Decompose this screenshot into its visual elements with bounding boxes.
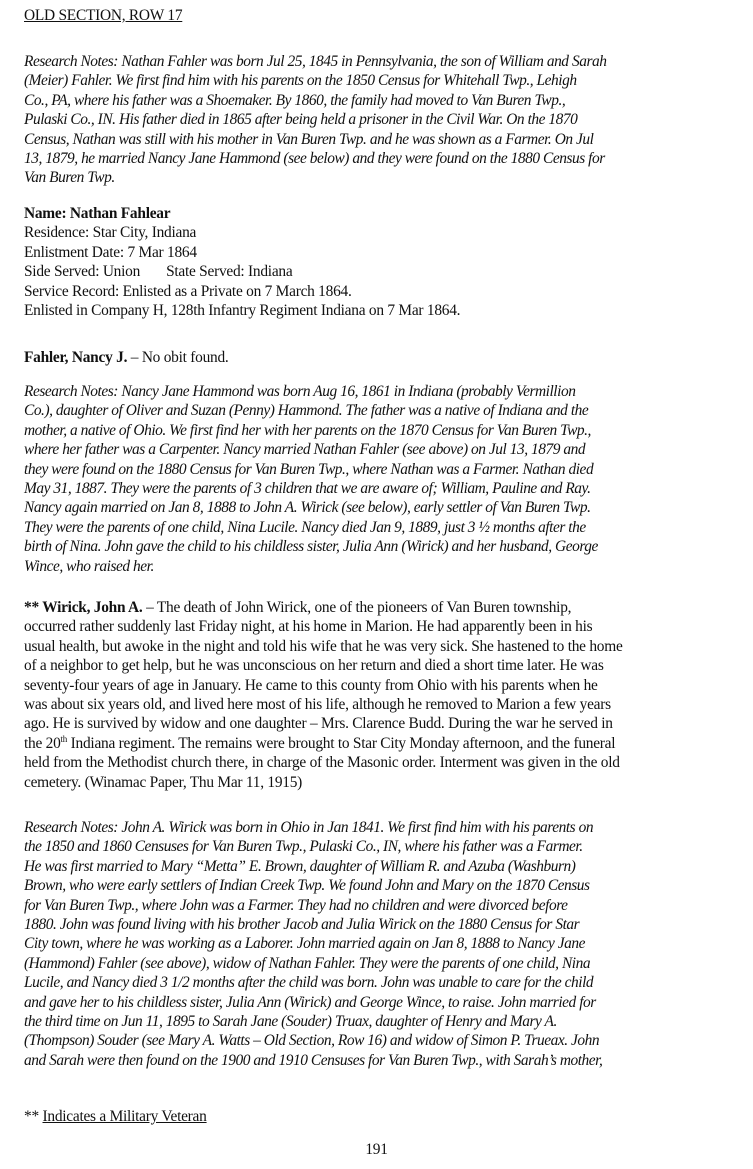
record-line: Residence: Star City, Indiana <box>24 224 197 242</box>
record-line: Service Record: Enlisted as a Private on 7 March 1864. <box>24 282 352 300</box>
legend-stars: ** <box>24 1108 43 1125</box>
text-line: (Thompson) Souder (see Mary A. Watts – Old Section, Row 16) and widow of Simon P. Trueax. John <box>24 1032 600 1050</box>
text-line: Lucile, and Nancy died 3 1/2 months after the child was born. John was unable to care for the child <box>24 974 594 992</box>
text-line: Van Buren Twp. <box>24 169 115 187</box>
record-line: Enlistment Date: 7 Mar 1864 <box>24 243 197 261</box>
text-line: He was first married to Mary “Metta” E. Brown, daughter of William R. and Azuba (Washburn) <box>24 857 576 875</box>
text-line: the third time on Jun 11, 1895 to Sarah Jane (Souder) Truax, daughter of Henry and Mary A. <box>24 1013 557 1031</box>
text-line: held from the Methodist church there, in charge of the Masonic order. Interment was given in the old <box>24 754 620 772</box>
state-served: State Served: Indiana <box>166 263 293 281</box>
text-line: Wince, who raised her. <box>24 557 154 575</box>
nancy-entry <box>24 348 745 367</box>
text-line: 13, 1879, he married Nancy Jane Hammond (see below) and they were found on the 1880 Census for <box>24 150 605 168</box>
text-line: seventy-four years of age in January. He came to this county from Ohio with his parents when he <box>24 676 598 694</box>
text-line: Brown, who were early settlers of Indian Creek Twp. We found John and Mary on the 1870 Census <box>24 877 590 895</box>
text-line: usual health, but awoke in the night and told his wife that he was very sick. She hastened to the home <box>24 637 623 655</box>
record-name: Name: Nathan Fahlear <box>24 205 171 222</box>
text-line: and gave her to his childless sister, Julia Ann (Wirick) and George Wince, to raise. John married for <box>24 993 596 1011</box>
text-line: Pulaski Co., IN. His father died in 1865 after being held a prisoner in the Civil War. On the 1870 <box>24 111 578 129</box>
text-line: and Sarah were then found on the 1900 and 1910 Censuses for Van Buren Twp., with Sarah’s mother, <box>24 1051 603 1069</box>
text-line: May 31, 1887. They were the parents of 3 children that we are aware of; William, Pauline and Ray. <box>24 480 591 498</box>
text-line: Research Notes: Nathan Fahler was born Jul 25, 1845 in Pennsylvania, the son of William and Sarah <box>24 53 607 70</box>
page-number: 191 <box>365 1141 388 1158</box>
record-line: Enlisted in Company H, 128th Infantry Regiment Indiana on 7 Mar 1864. <box>24 302 461 320</box>
text-line: Co.), daughter of Oliver and Suzan (Penny) Hammond. The father was a native of Indiana and the <box>24 402 589 420</box>
nathan-research-notes <box>24 52 745 188</box>
text-line: Co., PA, where his father was a Shoemaker. By 1860, the family had moved to Van Buren Twp., <box>24 91 566 109</box>
entry-name: ** Wirick, John A. <box>24 599 143 616</box>
text-line: Research Notes: John A. Wirick was born in Ohio in Jan 1841. We first find him with his parents on <box>24 819 594 836</box>
entry-text: – No obit found. <box>127 349 229 366</box>
text-line: they were found on the 1880 Census for Van Buren Twp., where Nathan was a Farmer. Nathan died <box>24 460 594 478</box>
text-line: for Van Buren Twp., where John was a Farmer. They had no children and were divorced before <box>24 896 568 914</box>
text-line: City town, where he was working as a Laborer. John married again on Jan 8, 1888 to Nancy Jane <box>24 935 586 953</box>
john-research-notes <box>24 818 745 1070</box>
military-record <box>24 204 745 320</box>
text-line: the 1850 and 1860 Censuses for Van Buren Twp., Pulaski Co., IN, where his father was a Farmer. <box>24 838 583 856</box>
text-line: ago. He is survived by widow and one daughter – Mrs. Clarence Budd. During the war he served in <box>24 715 613 733</box>
legend-text: Indicates a Military Veteran <box>42 1108 207 1125</box>
text-line: 1880. John was found living with his brother Jacob and Julia Wirick on the 1880 Census for Star <box>24 916 580 934</box>
john-obituary <box>24 598 745 792</box>
nancy-research-notes <box>24 382 745 576</box>
side-served: Side Served: Union <box>24 263 141 281</box>
text-line: They were the parents of one child, Nina Lucile. Nancy died Jan 9, 1889, just 3 ½ months after the <box>24 518 586 536</box>
text-line: Nancy again married on Jan 8, 1888 to John A. Wirick (see below), early settler of Van Buren Twp. <box>24 499 591 517</box>
entry-name: Fahler, Nancy J. <box>24 349 128 366</box>
text-line: mother, a native of Ohio. We first find her with her parents on the 1870 Census for Van Buren Twp., <box>24 421 591 439</box>
text-line: birth of Nina. John gave the child to his childless sister, Julia Ann (Wirick) and her husband, George <box>24 538 598 556</box>
text-line: of a neighbor to get help, but he was unconscious on her return and died a short time later. He was <box>24 657 604 675</box>
text-line: where her father was a Carpenter. Nancy married Nathan Fahler (see above) on Jul 13, 1879 and <box>24 441 586 459</box>
text-line: (Hammond) Fahler (see above), widow of Nathan Fahler. They were the parents of one child, Nina <box>24 954 591 972</box>
text-line: Research Notes: Nancy Jane Hammond was born Aug 16, 1861 in Indiana (probably Vermillion <box>24 383 576 400</box>
text-line: was about six years old, and lived here most of his life, although he removed to Marion a few years <box>24 696 611 714</box>
footer-legend <box>24 1107 745 1126</box>
text-line: the 20th Indiana regiment. The remains were brought to Star City Monday afternoon, and the funeral <box>24 733 616 752</box>
text-line: occurred rather suddenly last Friday night, at his home in Marion. He had apparently been in his <box>24 618 593 636</box>
text-line: Census, Nathan was still with his mother in Van Buren Twp. and he was shown as a Farmer. On Jul <box>24 130 594 148</box>
section-header: OLD SECTION, ROW 17 <box>24 7 183 24</box>
entry-text: – The death of John Wirick, one of the pioneers of Van Buren township, <box>142 599 572 616</box>
text-line: cemetery. (Winamac Paper, Thu Mar 11, 1915) <box>24 773 303 791</box>
text-line: (Meier) Fahler. We first find him with his parents on the 1850 Census for Whitehall Twp., Lehigh <box>24 72 577 90</box>
